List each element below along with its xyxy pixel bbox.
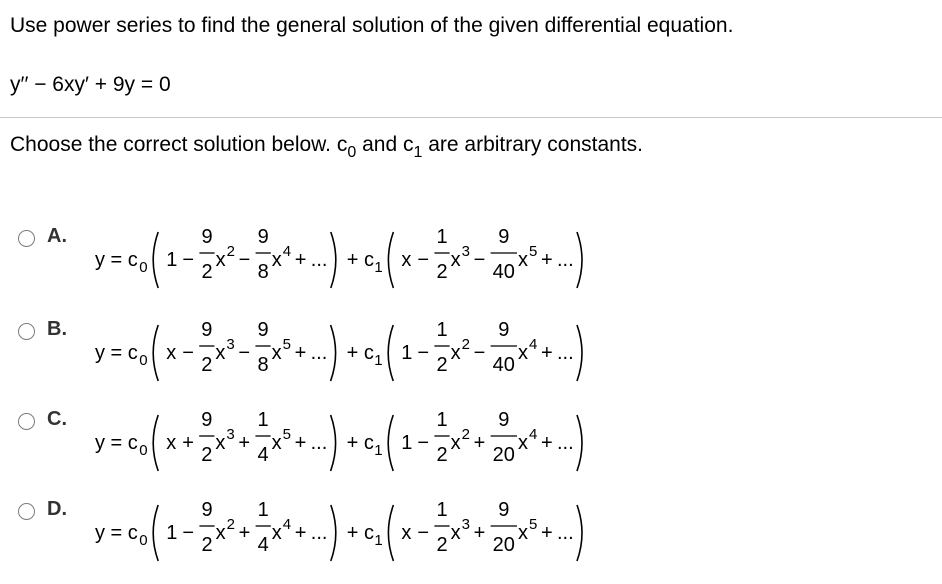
fraction-denominator: 2 bbox=[201, 261, 213, 283]
fraction-denominator: 40 bbox=[492, 354, 515, 376]
choice-b[interactable] bbox=[0, 313, 942, 403]
choice-c[interactable] bbox=[0, 403, 942, 493]
exponent: 4 bbox=[282, 243, 292, 260]
instruction-subscript-0: 0 bbox=[347, 144, 357, 161]
term-sign: − bbox=[473, 249, 486, 271]
fraction-numerator: 9 bbox=[201, 499, 213, 521]
exponent: 5 bbox=[529, 243, 538, 260]
term-sign: − bbox=[182, 249, 195, 271]
exponent: 3 bbox=[461, 516, 470, 533]
fraction-numerator: 9 bbox=[257, 226, 269, 248]
variable-x: x bbox=[518, 432, 528, 454]
plus-sign: + bbox=[541, 249, 553, 271]
term-sign: − bbox=[417, 249, 430, 271]
series-lead-term: 1 bbox=[166, 249, 178, 271]
term-sign: + bbox=[182, 432, 194, 454]
solution-expression-a bbox=[95, 220, 745, 306]
exponent: 4 bbox=[529, 336, 538, 353]
radio-button-c[interactable] bbox=[18, 413, 35, 430]
solution-expression-c bbox=[95, 403, 745, 489]
series-lead-term: 1 bbox=[401, 342, 413, 364]
plus-sign: + bbox=[541, 342, 553, 364]
series-lead-term: x bbox=[166, 432, 177, 454]
y-equals-c: y = c bbox=[95, 249, 138, 271]
right-paren bbox=[577, 325, 582, 381]
left-paren bbox=[153, 232, 158, 288]
exponent: 2 bbox=[461, 336, 470, 353]
radio-button-d[interactable] bbox=[18, 503, 35, 520]
fraction-numerator: 1 bbox=[436, 499, 448, 521]
question-text: Use power series to find the general solution of the given differential equation. bbox=[10, 14, 734, 37]
fraction-denominator: 20 bbox=[492, 444, 515, 466]
y-equals-c: y = c bbox=[95, 522, 138, 544]
term-sign: − bbox=[417, 522, 430, 544]
fraction-denominator: 2 bbox=[436, 444, 448, 466]
exponent: 4 bbox=[529, 426, 538, 443]
term-sign: − bbox=[473, 342, 486, 364]
left-paren bbox=[153, 415, 158, 471]
exponent: 2 bbox=[461, 426, 470, 443]
fraction-numerator: 1 bbox=[257, 499, 269, 521]
choice-d[interactable] bbox=[0, 493, 942, 583]
plus-sign: + bbox=[294, 249, 307, 271]
fraction-denominator: 2 bbox=[201, 534, 213, 556]
fraction-denominator: 2 bbox=[201, 354, 213, 376]
left-paren bbox=[153, 325, 158, 381]
fraction-numerator: 1 bbox=[436, 226, 448, 248]
right-paren bbox=[331, 505, 336, 561]
choice-a[interactable] bbox=[0, 220, 942, 310]
exponent: 5 bbox=[282, 336, 291, 353]
exponent: 3 bbox=[226, 336, 235, 353]
ellipsis: ... bbox=[310, 342, 328, 364]
fraction-denominator: 4 bbox=[257, 444, 269, 466]
subscript-1: 1 bbox=[374, 532, 383, 549]
subscript-0: 0 bbox=[139, 352, 148, 369]
fraction-numerator: 9 bbox=[498, 409, 510, 431]
fraction-denominator: 20 bbox=[492, 534, 515, 556]
choice-letter-b: B. bbox=[47, 318, 67, 340]
plus-sign: + bbox=[541, 522, 553, 544]
left-paren bbox=[388, 232, 393, 288]
series-lead-term: x bbox=[166, 342, 177, 364]
fraction-numerator: 9 bbox=[257, 319, 269, 341]
instruction-part-2: and c bbox=[356, 133, 414, 156]
term-sign: + bbox=[473, 432, 486, 454]
exponent: 5 bbox=[282, 426, 291, 443]
fraction-numerator: 1 bbox=[436, 409, 448, 431]
series-lead-term: x bbox=[401, 249, 412, 271]
subscript-0: 0 bbox=[139, 442, 148, 459]
fraction-numerator: 1 bbox=[257, 409, 269, 431]
subscript-0: 0 bbox=[139, 532, 148, 549]
divider bbox=[0, 117, 942, 118]
term-sign: − bbox=[182, 342, 194, 364]
series-lead-term: 1 bbox=[401, 432, 413, 454]
instruction-subscript-1: 1 bbox=[413, 144, 423, 161]
y-equals-c: y = c bbox=[95, 432, 138, 454]
right-paren bbox=[577, 415, 582, 471]
term-sign: − bbox=[182, 522, 195, 544]
right-paren bbox=[577, 505, 582, 561]
radio-button-b[interactable] bbox=[18, 323, 35, 340]
variable-x: x bbox=[215, 342, 226, 364]
ellipsis: ... bbox=[557, 249, 574, 271]
choice-letter-c: C. bbox=[47, 408, 67, 430]
plus-sign: + bbox=[294, 342, 307, 364]
fraction-numerator: 1 bbox=[436, 319, 448, 341]
left-paren bbox=[388, 415, 393, 471]
left-paren bbox=[153, 505, 158, 561]
plus-c: + c bbox=[346, 249, 375, 271]
exponent: 5 bbox=[529, 516, 538, 533]
ellipsis: ... bbox=[557, 342, 574, 364]
instruction-part-3: are arbitrary constants. bbox=[422, 133, 643, 156]
ellipsis: ... bbox=[557, 432, 574, 454]
fraction-numerator: 9 bbox=[201, 319, 213, 341]
variable-x: x bbox=[450, 432, 461, 454]
fraction-denominator: 4 bbox=[257, 534, 269, 556]
instruction-text bbox=[10, 133, 643, 162]
choice-letter-d: D. bbox=[47, 498, 67, 520]
left-paren bbox=[388, 325, 393, 381]
subscript-1: 1 bbox=[374, 352, 383, 369]
variable-x: x bbox=[271, 249, 282, 271]
variable-x: x bbox=[271, 432, 282, 454]
fraction-numerator: 9 bbox=[498, 499, 510, 521]
exponent: 3 bbox=[226, 426, 235, 443]
ellipsis: ... bbox=[310, 432, 328, 454]
fraction-numerator: 9 bbox=[201, 226, 213, 248]
fraction-denominator: 8 bbox=[257, 261, 269, 283]
fraction-denominator: 8 bbox=[257, 354, 269, 376]
fraction-denominator: 2 bbox=[436, 354, 448, 376]
solution-expression-d bbox=[95, 493, 745, 579]
right-paren bbox=[577, 232, 582, 288]
series-lead-term: x bbox=[401, 522, 412, 544]
variable-x: x bbox=[518, 522, 528, 544]
subscript-1: 1 bbox=[374, 259, 383, 276]
radio-button-a[interactable] bbox=[18, 230, 35, 247]
exponent: 2 bbox=[226, 243, 235, 260]
ellipsis: ... bbox=[310, 522, 328, 544]
fraction-numerator: 9 bbox=[498, 226, 510, 248]
variable-x: x bbox=[215, 522, 226, 544]
fraction-denominator: 40 bbox=[492, 261, 515, 283]
plus-c: + c bbox=[346, 522, 375, 544]
subscript-1: 1 bbox=[374, 442, 383, 459]
instruction-part-1: Choose the correct solution below. c bbox=[10, 133, 348, 156]
fraction-denominator: 2 bbox=[436, 261, 448, 283]
fraction-numerator: 9 bbox=[201, 409, 213, 431]
exponent: 4 bbox=[282, 516, 292, 533]
variable-x: x bbox=[450, 249, 461, 271]
term-sign: − bbox=[417, 432, 430, 454]
variable-x: x bbox=[215, 249, 226, 271]
term-sign: − bbox=[238, 342, 251, 364]
fraction-denominator: 2 bbox=[436, 534, 448, 556]
exponent: 3 bbox=[461, 243, 470, 260]
variable-x: x bbox=[518, 342, 528, 364]
variable-x: x bbox=[215, 432, 226, 454]
differential-equation: y′′ − 6xy′ + 9y = 0 bbox=[10, 73, 171, 96]
term-sign: + bbox=[238, 522, 251, 544]
term-sign: − bbox=[417, 342, 430, 364]
ellipsis: ... bbox=[557, 522, 574, 544]
variable-x: x bbox=[271, 342, 282, 364]
right-paren bbox=[331, 232, 336, 288]
series-lead-term: 1 bbox=[166, 522, 178, 544]
variable-x: x bbox=[518, 249, 528, 271]
fraction-denominator: 2 bbox=[201, 444, 213, 466]
choice-letter-a: A. bbox=[47, 225, 67, 247]
variable-x: x bbox=[450, 522, 461, 544]
plus-sign: + bbox=[294, 522, 307, 544]
y-equals-c: y = c bbox=[95, 342, 138, 364]
ellipsis: ... bbox=[310, 249, 328, 271]
term-sign: + bbox=[473, 522, 486, 544]
right-paren bbox=[331, 415, 336, 471]
solution-expression-b bbox=[95, 313, 745, 399]
term-sign: − bbox=[238, 249, 251, 271]
subscript-0: 0 bbox=[139, 259, 148, 276]
plus-sign: + bbox=[294, 432, 307, 454]
variable-x: x bbox=[450, 342, 461, 364]
plus-c: + c bbox=[346, 342, 374, 364]
right-paren bbox=[331, 325, 336, 381]
exponent: 2 bbox=[226, 516, 235, 533]
left-paren bbox=[388, 505, 393, 561]
fraction-numerator: 9 bbox=[498, 319, 510, 341]
variable-x: x bbox=[271, 522, 282, 544]
plus-sign: + bbox=[541, 432, 553, 454]
term-sign: + bbox=[238, 432, 251, 454]
plus-c: + c bbox=[346, 432, 374, 454]
